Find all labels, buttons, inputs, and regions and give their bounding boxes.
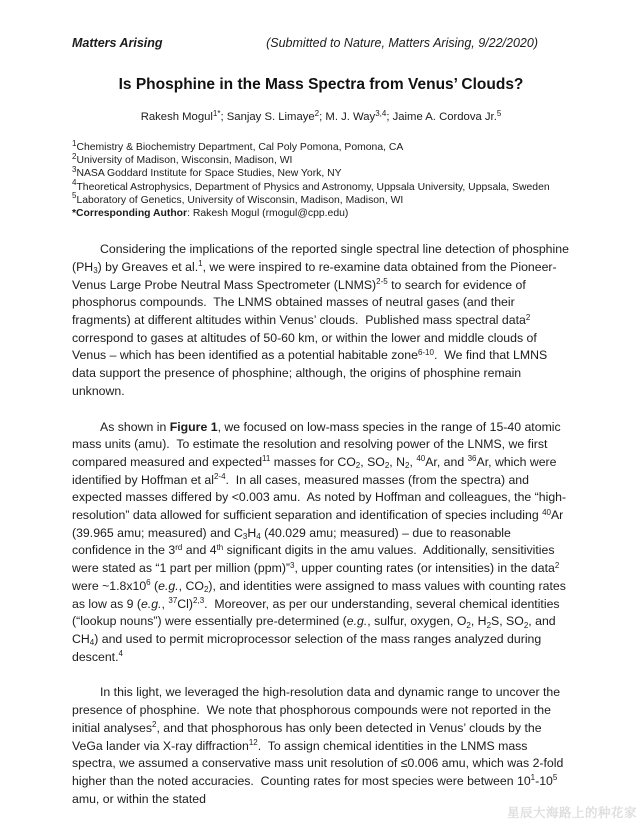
document-header: [72, 36, 570, 50]
affiliations-block: [72, 138, 570, 220]
author-line: Rakesh Mogul$^{1*}$; Sanjay S. Limaye$^2$; M. J. Way$^{3,4}$; Jaime A. Cordova Jr.$^5$: [140, 108, 502, 123]
paragraph-3: In this light, we leveraged the high-resolution data and dynamic range to uncover the presence of phosphine. We note that phosphorous compounds were not reported in the initial analyses$^2$, and that phosphorous has only been detected in Venus’ clouds by the VeGa lander via X-ray diffraction$^{12}$. To assign chemical identities in the LNMS mass spectra, we assumed a conservative mass unit resolution of ≤0.006 amu, which was 2-fold higher than the noted accuracies. Counting rates for most species were between $10^1-10^5$ amu, or within the stated: [72, 685, 567, 806]
header-submission-note: (Submitted to Nature, Matters Arising, 9/22/2020): [266, 36, 538, 50]
paragraph-2: As shown in Figure 1, we focused on low-mass species in the range of 15-40 atomic mass units (amu). To estimate the resolution and resolving power of the LNMS, we first compared measured and expected$^{11}$ masses for $CO_2$, $SO_2$, $N_2$, $^{40}$Ar, and $^{36}$Ar, which were identified by Hoffman et $al^{2-4}$. In all cases, measured masses (from the spectra) and expected masses differed by <0.003 amu. As noted by Hoffman and colleagues, the “high-resolution” data allowed for sufficient separation and identification of species including $^{40}$Ar (39.965 amu; measured) and $C_3H_4$ (40.029 amu; measured) – due to reasonable confidence in the 3rd and 4th significant digits in the amu values. Additionally, sensitivities were stated as “1 part per million (ppm)”$^3$, upper counting rates (or intensities) in the data$^2$ were $\sim 1.8x10^6$ (e.g., $CO_2$), and identities were assigned to mass values with counting rates as low as 9 (e.g., $^{37}$Cl)$^{2,3}$. Moreover, as per our understanding, several chemical identities (“lookup nouns”) were essentially pre-determined (e.g., sulfur, oxygen, $O_2$, $H_2S$, $SO_2$, and $CH_4$) and used to permit microprocessor selection of the mass ranges analyzed during descent.$^4$: [72, 419, 570, 664]
paragraph-1: Considering the implications of the reported single spectral line detection of phosphine $(PH_3)$ by Greaves et al.$^1$, we were inspired to re-examine data obtained from the Pioneer-Venus Large Probe Neutral Mass Spectrometer (LNMS)$^{2-5}$ to search for evidence of phosphorus compounds. The LNMS obtained masses of neutral gases (and their fragments) at different altitudes within Venus’ clouds. Published mass spectral data$^2$ correspond to gases at altitudes of 50-60 km, or within the lower and middle clouds of Venus – which has been identified as a potential habitable zone$^{6-10}$. We find that LMNS data support the presence of phosphine; although, the origins of phosphine remain unknown.: [72, 242, 573, 398]
corresponding-author-line: *Corresponding Author: Rakesh Mogul (rmogul@cpp.edu): [72, 208, 349, 220]
affiliation-line-5: $^5$Laboratory of Genetics, University of Wisconsin, Madison, Madison, WI: [72, 191, 404, 206]
affiliation-line-3: $^3$NASA Goddard Institute for Space Studies, New York, NY: [72, 164, 342, 180]
affiliation-line-2: $^2$University of Madison, Wisconsin, Madison, WI: [72, 151, 293, 167]
affiliation-line-4: $^4$Theoretical Astrophysics, Department of Physics and Astronomy, Uppsala University, Uppsala, Sweden: [72, 178, 550, 193]
watermark-text: 星辰大海路上的种花家: [506, 806, 637, 820]
paper-title: Is Phosphine in the Mass Spectra from Venus’ Clouds?: [118, 76, 524, 93]
header-journal-label: Matters Arising: [72, 36, 163, 50]
affiliation-line-1: $^1$Chemistry & Biochemistry Department, Cal Poly Pomona, Pomona, CA: [72, 138, 404, 153]
